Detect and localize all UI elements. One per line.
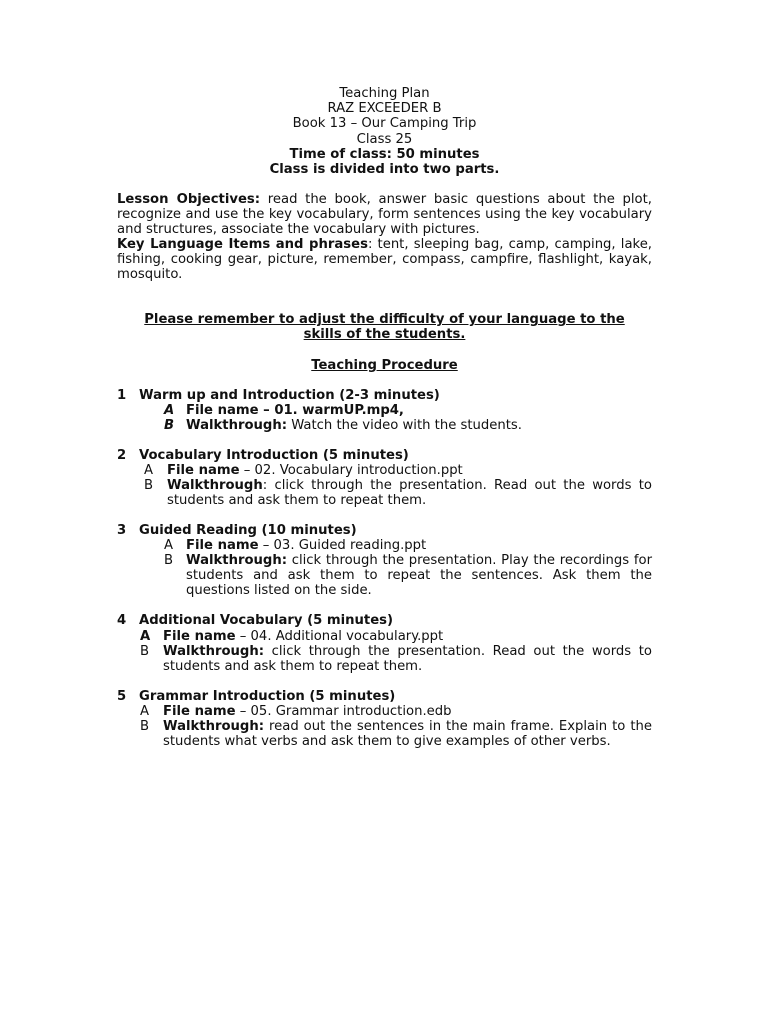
lesson-objectives-label: Lesson Objectives: xyxy=(117,192,261,208)
document-page xyxy=(117,86,652,749)
section-item-a: A File name – 04. Additional vocabulary.ppt xyxy=(140,628,444,644)
key-language xyxy=(117,237,652,282)
key-language-label: Key Language Items and phrases xyxy=(117,237,368,253)
procedure-section-3 xyxy=(117,523,652,598)
procedure-section-4 xyxy=(117,613,652,673)
procedure-title: Teaching Procedure xyxy=(311,357,458,373)
section-heading: 5 Grammar Introduction (5 minutes) xyxy=(117,688,396,704)
section-heading: 1 Warm up and Introduction (2-3 minutes) xyxy=(117,387,440,403)
section-item-b: B Walkthrough: Watch the video with the students. xyxy=(164,418,522,434)
section-heading: 2 Vocabulary Introduction (5 minutes) xyxy=(117,448,409,464)
course-name: RAZ EXCEEDER B xyxy=(327,101,442,117)
section-item-a: A File name – 01. warmUP.mp4, xyxy=(164,403,404,419)
procedure-section-1 xyxy=(117,388,652,433)
book-title: Book 13 – Our Camping Trip xyxy=(292,116,477,132)
lesson-objectives-text: read the book, answer basic questions about the plot, recognize and use the key vocabulary, form sentences using the key vocabulary and structures, associate the vocabulary with pictures. xyxy=(117,192,652,238)
section-heading: 3 Guided Reading (10 minutes) xyxy=(117,523,357,539)
class-duration: Time of class: 50 minutes xyxy=(289,146,480,162)
section-item-b: B Walkthrough: click through the presentation. Read out the words to students and ask them to repeat them. xyxy=(144,478,652,509)
section-heading: 4 Additional Vocabulary (5 minutes) xyxy=(117,613,394,629)
document-header xyxy=(117,86,652,177)
lesson-objectives xyxy=(117,192,652,237)
section-item-b: B Walkthrough: read out the sentences in the main frame. Explain to the students what verbs and ask them to give examples of other verbs. xyxy=(140,718,652,749)
procedure-section-5 xyxy=(117,689,652,749)
procedure-section-2 xyxy=(117,448,652,508)
section-item-a: A File name – 03. Guided reading.ppt xyxy=(164,538,427,554)
section-item-a: A File name – 02. Vocabulary introduction.ppt xyxy=(144,463,463,479)
teaching-note: Please remember to adjust the difficulty of your language to the skills of the students. xyxy=(144,312,625,343)
section-item-a: A File name – 05. Grammar introduction.edb xyxy=(140,703,452,719)
document-title: Teaching Plan xyxy=(339,86,430,101)
key-language-text: : tent, sleeping bag, camp, camping, lake, fishing, cooking gear, picture, remember, compass, campfire, flashlight, kayak, mosquito. xyxy=(117,237,653,283)
class-number: Class 25 xyxy=(356,131,413,147)
section-item-b: B Walkthrough: click through the presentation. Read out the words to students and ask them to repeat them. xyxy=(140,643,652,674)
section-item-b: B Walkthrough: click through the presentation. Play the recordings for students and ask them to repeat the sentences. Ask them the questions listed on the side. xyxy=(164,553,652,599)
class-structure: Class is divided into two parts. xyxy=(269,162,500,178)
